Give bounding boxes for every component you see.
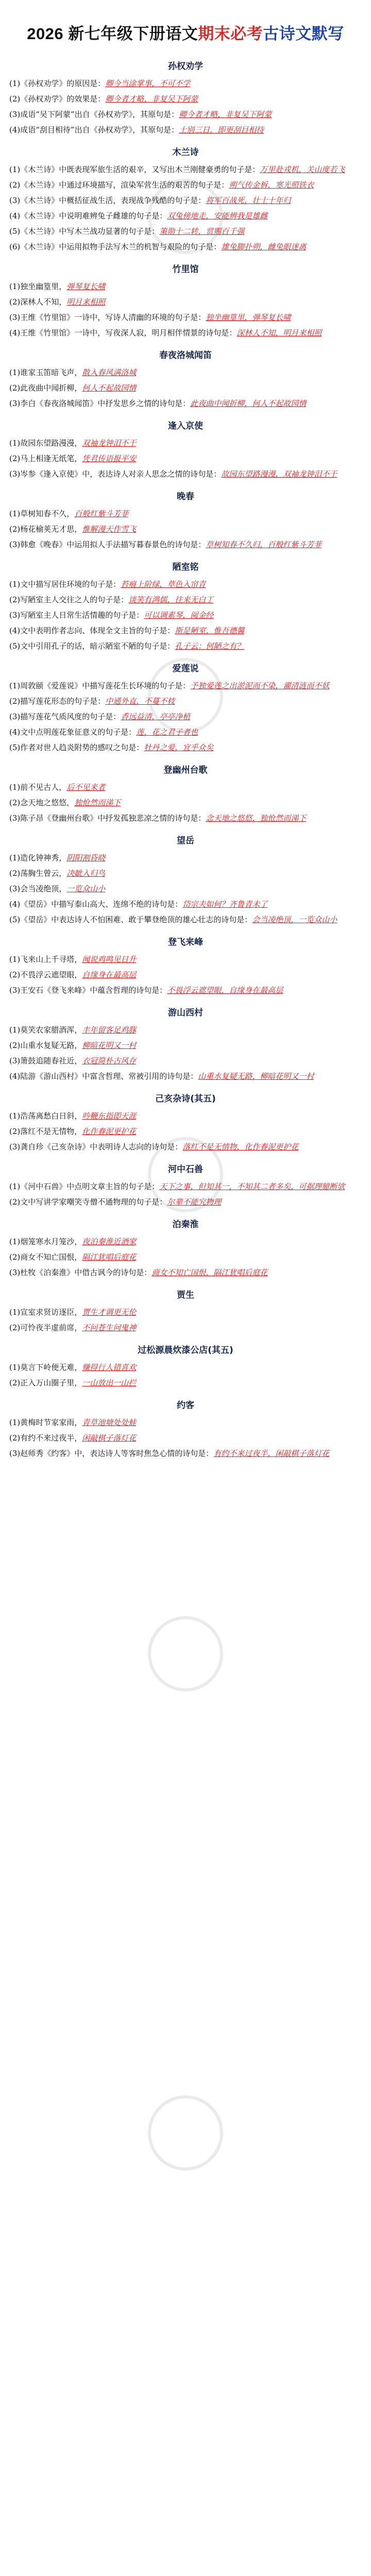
question-item — [9, 912, 362, 927]
answer-text: 闻说鸡鸣见日升 — [82, 955, 137, 964]
answer-text: 决眦入归鸟 — [66, 869, 106, 878]
question-item — [9, 208, 362, 224]
question-text: (1)莫言下岭便无难， — [9, 1363, 82, 1372]
question-text: (3)韩愈《晚春》中运用拟人手法描写暮春景色的诗句是： — [9, 540, 206, 549]
answer-text: 闲敲棋子落灯花 — [82, 1433, 137, 1443]
question-item — [9, 451, 362, 466]
answer-text: 士别三日，即更刮目相待 — [179, 125, 264, 134]
section-title: 贾生 — [177, 1290, 194, 1300]
title-part-1: 2026 新七年级下册语文 — [27, 25, 198, 43]
answer-text: 凭君传语报平安 — [82, 454, 137, 463]
question-item — [9, 1053, 362, 1069]
section-title: 晚春 — [177, 492, 194, 502]
question-text: (1)黄梅时节家家雨， — [9, 1418, 82, 1427]
question-item — [9, 466, 362, 482]
answer-text: 惟解漫天作雪飞 — [82, 524, 137, 534]
answer-text: 隔江犹唱后庭花 — [82, 1252, 137, 1262]
question-item — [9, 325, 362, 341]
section-title: 河中石兽 — [168, 1164, 203, 1175]
question-item — [9, 709, 362, 724]
question-item — [9, 1415, 362, 1430]
question-text: (2)马上相逢无纸笔， — [9, 454, 82, 463]
answer-text: 深林人不知，明月来相照 — [237, 328, 322, 337]
answer-text: 尔辈不能究物理 — [167, 1197, 222, 1207]
question-text: (1)造化钟神秀， — [9, 853, 67, 862]
answer-text: 雄兔脚扑朔，雌兔眼迷离 — [221, 242, 307, 251]
question-text: (1)周敦颐《爱莲说》中描写莲花生长环境的句子是： — [9, 681, 191, 690]
question-text: (2)深林人不知， — [9, 297, 67, 307]
poem-section — [0, 826, 371, 927]
question-item — [9, 310, 362, 325]
question-item — [9, 982, 362, 998]
answer-text: 苔痕上阶绿，草色入帘青 — [121, 580, 206, 589]
question-item — [9, 1139, 362, 1155]
answer-text: 念天地之悠悠，独怆然而涕下 — [206, 814, 307, 823]
section-title: 登飞来峰 — [168, 937, 203, 947]
question-text: (4)《望岳》中描写泰山高大、连绵不绝的诗句是： — [9, 900, 183, 909]
section-title: 竹里馆 — [172, 264, 199, 275]
question-text: (1)文中描写居住环境的句子是： — [9, 580, 121, 589]
section-title: 爱莲说 — [172, 664, 199, 674]
question-item — [9, 896, 362, 912]
poem-section — [0, 998, 371, 1084]
question-text: (4)成语“刮目相待”出自《孙权劝学》，其原句是： — [9, 125, 179, 134]
question-text: (1)《河中石兽》中点明文章主旨的句子是： — [9, 1182, 160, 1191]
poem-section — [0, 341, 371, 411]
question-item — [9, 967, 362, 982]
question-text: (3)箫鼓追随春社近， — [9, 1056, 82, 1065]
question-item — [9, 1249, 362, 1265]
answer-text: 将军百战死，壮士十年归 — [206, 196, 291, 205]
question-text: (2)念天地之悠悠， — [9, 798, 75, 807]
question-item — [9, 239, 362, 255]
question-item — [9, 577, 362, 592]
question-item — [9, 1069, 362, 1084]
question-item — [9, 107, 362, 122]
question-text: (3)岑参《逢入京使》中，表达诗人对亲人思念之情的诗句是： — [9, 469, 222, 479]
question-item — [9, 177, 362, 193]
question-item — [9, 952, 362, 967]
answer-text: 予独爱莲之出淤泥而不染，濯清涟而不妖 — [190, 681, 330, 690]
question-text: (3)龚自珍《己亥杂诗》中表明诗人志向的诗句是： — [9, 1142, 183, 1151]
answer-text: 不问苍生问鬼神 — [82, 1323, 137, 1332]
question-text: (3)描写莲花气质风度的句子是： — [9, 712, 121, 721]
question-text: (1)浩荡离愁白日斜， — [9, 1111, 82, 1121]
question-text: (2)荡胸生曾云， — [9, 869, 67, 878]
question-text: (2)描写莲花形态的句子是： — [9, 697, 106, 706]
question-text: (1)宣室求贤访逐臣， — [9, 1308, 82, 1317]
question-item — [9, 1108, 362, 1124]
section-title: 过松源晨炊漆公店(其五) — [138, 1345, 233, 1355]
question-item — [9, 380, 362, 396]
question-item — [9, 1265, 362, 1280]
question-text: (2)文中写讲学家嘲笑寺僧不通物理的句子是： — [9, 1197, 167, 1207]
question-item — [9, 122, 362, 138]
question-text: (6)《木兰诗》中运用拟物手法写木兰的机智与艰险的句子是： — [9, 242, 222, 251]
question-text: (3)陈子昂《登幽州台歌》中抒发孤独悲凉之情的诗句是： — [9, 814, 206, 823]
question-item — [9, 881, 362, 896]
answer-text: 万里赴戎机，关山度若飞 — [260, 165, 345, 174]
answer-text: 谈笑有鸿儒，往来无白丁 — [128, 595, 214, 604]
question-text: (1)独坐幽篁里， — [9, 282, 67, 291]
section-title: 登幽州台歌 — [163, 765, 208, 775]
question-text: (2)正入万山圈子里， — [9, 1378, 82, 1387]
poem-section — [0, 411, 371, 482]
question-item — [9, 740, 362, 755]
question-text: (1)烟笼寒水月笼沙， — [9, 1237, 82, 1246]
question-text: (1)谁家玉笛暗飞声， — [9, 368, 82, 377]
question-item — [9, 537, 362, 552]
answer-text: 一览众山小 — [66, 884, 106, 893]
question-item — [9, 638, 362, 654]
section-title: 春夜洛城闻笛 — [159, 350, 212, 361]
answer-text: 后不见来者 — [66, 783, 106, 792]
answer-text: 百般红紫斗芳菲 — [74, 509, 129, 518]
question-item — [9, 1304, 362, 1320]
answer-text: 不畏浮云遮望眼，自缘身在最高层 — [167, 986, 283, 995]
question-item — [9, 1234, 362, 1249]
poem-section — [0, 1084, 371, 1155]
section-title: 木兰诗 — [172, 147, 199, 158]
answer-text: 天下之事，但知其一，不知其二者多矣，可据理臆断欤 — [159, 1182, 345, 1191]
question-text: (2)《孙权劝学》的效果是： — [9, 94, 106, 104]
answer-text: 山重水复疑无路，柳暗花明又一村 — [198, 1072, 314, 1081]
question-item — [9, 1375, 362, 1391]
answer-text: 散入春风满洛城 — [82, 368, 137, 377]
question-item — [9, 279, 362, 294]
question-text: (3)赵师秀《约客》中，表达诗人等客时焦急心情的诗句是： — [9, 1449, 214, 1458]
question-text: (4)陆游《游山西村》中富含哲理、常被引用的诗句是： — [9, 1072, 198, 1081]
question-item — [9, 795, 362, 810]
poem-section — [0, 52, 371, 138]
question-text: (1)前不见古人， — [9, 783, 67, 792]
question-item — [9, 678, 362, 693]
poem-section — [0, 927, 371, 998]
poem-section — [0, 1155, 371, 1210]
title-part-2: 期末必考 — [198, 25, 263, 43]
question-text: (5)《木兰诗》中写木兰战功显著的句子是： — [9, 227, 160, 236]
question-item — [9, 1446, 362, 1461]
question-text: (1)草树知春不久， — [9, 509, 75, 518]
poem-section — [0, 755, 371, 826]
question-text: (2)杨花榆荚无才思， — [9, 524, 82, 534]
answer-text: 有约不来过夜半，闲敲棋子落灯花 — [213, 1449, 330, 1458]
question-item — [9, 224, 362, 239]
question-item — [9, 1194, 362, 1210]
question-text: (5)《望岳》中表达诗人不怕困难、敢于攀登绝顶的雄心壮志的诗句是： — [9, 915, 252, 924]
question-text: (2)《木兰诗》中通过环境描写，渲染军营生活的艰苦的句子是： — [9, 180, 229, 190]
question-item — [9, 506, 362, 521]
question-item — [9, 1022, 362, 1038]
poem-section — [0, 1280, 371, 1335]
answer-text: 策勋十二转，赏赐百千强 — [159, 227, 245, 236]
question-item — [9, 1320, 362, 1335]
answer-text: 草树知春不久归，百般红紫斗芳菲 — [206, 540, 322, 549]
poem-section — [0, 552, 371, 654]
poem-section — [0, 138, 371, 255]
question-text: (4)王维《竹里馆》一诗中，写夜深人寂，明月相伴情景的诗句是： — [9, 328, 237, 337]
answer-text: 弹琴复长啸 — [66, 282, 106, 291]
answer-text: 卿今当涂掌事，不可不学 — [105, 79, 191, 88]
question-text: (3)杜牧《泊秦淮》中借古讽今的诗句是： — [9, 1268, 152, 1277]
section-title: 己亥杂诗(其五) — [155, 1094, 216, 1104]
answer-text: 会当凌绝顶，一览众山小 — [252, 915, 338, 924]
question-text: (2)商女不知亡国恨， — [9, 1252, 82, 1262]
question-item — [9, 365, 362, 380]
answer-text: 牡丹之爱，宜乎众矣 — [144, 743, 214, 752]
question-item — [9, 76, 362, 91]
answer-text: 丰年留客足鸡豚 — [82, 1025, 137, 1035]
question-text: (5)文中引用孔子的话，暗示陋室不陋的句子是： — [9, 641, 175, 651]
question-text: (4)《木兰诗》中说明难辨兔子雌雄的句子是： — [9, 211, 167, 221]
question-text: (3)成语“吴下阿蒙”出自《孙权劝学》，其原句是： — [9, 110, 179, 119]
question-text: (4)文中点明莲花象征意义的句子是： — [9, 727, 137, 737]
question-item — [9, 693, 362, 709]
question-item — [9, 193, 362, 208]
question-item — [9, 396, 362, 411]
answer-text: 吟鞭东指即天涯 — [82, 1111, 137, 1121]
answer-text: 衣冠简朴古风存 — [82, 1056, 137, 1065]
question-item — [9, 162, 362, 177]
section-title: 孙权劝学 — [168, 61, 203, 72]
question-item — [9, 1430, 362, 1446]
section-title: 约客 — [177, 1400, 194, 1411]
question-item — [9, 1124, 362, 1139]
answer-text: 化作春泥更护花 — [82, 1127, 137, 1136]
poem-section — [0, 255, 371, 341]
question-item — [9, 1360, 362, 1375]
answer-text: 落红不是无情物，化作春泥更护花 — [182, 1142, 299, 1151]
answer-text: 自缘身在最高层 — [82, 970, 137, 979]
question-text: (3)会当凌绝顶， — [9, 884, 67, 893]
answer-text: 一山放出一山拦 — [82, 1378, 137, 1387]
question-text: (2)写陋室主人交往之人的句子是： — [9, 595, 129, 604]
answer-text: 贾生才调更无伦 — [82, 1308, 137, 1317]
question-text: (1)飞来山上千寻塔， — [9, 955, 82, 964]
answer-text: 阴阳割昏晓 — [66, 853, 106, 862]
section-title: 泊秦淮 — [172, 1219, 199, 1230]
answer-text: 赚得行人错喜欢 — [82, 1363, 137, 1372]
answer-text: 何人不起故园情 — [82, 383, 137, 393]
answer-text: 商女不知亡国恨，隔江犹唱后庭花 — [151, 1268, 268, 1277]
answer-text: 青草池塘处处蛙 — [82, 1418, 137, 1427]
question-text: (3)《木兰诗》中概括征战生活，表现战争残酷的句子是： — [9, 196, 206, 205]
question-text: (4)文中表明作者志向、体现全文主旨的句子是： — [9, 626, 175, 635]
answer-text: 故园东望路漫漫，双袖龙钟泪不干 — [221, 469, 338, 479]
question-item — [9, 592, 362, 607]
answer-text: 岱宗夫如何？齐鲁青未了 — [182, 900, 268, 909]
answer-text: 中通外直，不蔓不枝 — [105, 697, 175, 706]
section-title: 逢入京使 — [168, 421, 203, 431]
question-text: (2)山重水复疑无路， — [9, 1041, 82, 1050]
question-item — [9, 607, 362, 623]
question-item — [9, 850, 362, 866]
question-text: (3)写陋室主人日常生活情趣的句子是： — [9, 611, 144, 620]
question-item — [9, 724, 362, 740]
question-text: (2)不畏浮云遮望眼， — [9, 970, 82, 979]
question-item — [9, 91, 362, 107]
section-title: 陋室铭 — [172, 562, 199, 572]
answer-text: 独怆然而涕下 — [74, 798, 121, 807]
poem-section — [0, 1391, 371, 1461]
answer-text: 双袖龙钟泪不干 — [82, 438, 137, 448]
question-text: (2)落红不是无情物， — [9, 1127, 82, 1136]
question-item — [9, 1179, 362, 1194]
section-title: 游山西村 — [168, 1008, 203, 1018]
answer-text: 可以调素琴，阅金经 — [144, 611, 214, 620]
question-text: (5)作者对世人趋炎附势的感叹之句是： — [9, 743, 144, 752]
question-text: (3)王维《竹里馆》一诗中，写诗人清幽的环境的句子是： — [9, 313, 206, 322]
question-item — [9, 521, 362, 537]
question-text: (3)王安石《登飞来峰》中蕴含哲理的诗句是： — [9, 986, 167, 995]
answer-text: 香远益清，亭亭净植 — [121, 712, 191, 721]
answer-text: 卿今者才略，非复吴下阿蒙 — [179, 110, 272, 119]
document-body — [0, 52, 371, 2576]
question-item — [9, 1038, 362, 1053]
title-part-3: 古诗文默写 — [263, 25, 344, 43]
answer-text: 此夜曲中闻折柳，何人不起故园情 — [190, 399, 307, 408]
question-text: (1)故园东望路漫漫， — [9, 438, 82, 448]
poem-section — [0, 654, 371, 755]
question-text: (1)莫笑农家腊酒浑， — [9, 1025, 82, 1035]
question-text: (2)有约不来过夜半， — [9, 1433, 82, 1443]
poem-section — [0, 1335, 371, 1391]
answer-text: 莲，花之君子者也 — [136, 727, 198, 737]
answer-text: 双兔傍地走，安能辨我是雄雌 — [167, 211, 268, 221]
question-item — [9, 810, 362, 826]
question-text: (2)此夜曲中闻折柳， — [9, 383, 82, 393]
answer-text: 朔气传金柝，寒光照铁衣 — [229, 180, 314, 190]
question-text: (2)可怜夜半虚前席， — [9, 1323, 82, 1332]
answer-text: 独坐幽篁里，弹琴复长啸 — [206, 313, 291, 322]
answer-text: 斯是陋室，惟吾德馨 — [175, 626, 245, 635]
question-item — [9, 294, 362, 310]
question-item — [9, 779, 362, 795]
answer-text: 柳暗花明又一村 — [82, 1041, 137, 1050]
poem-section — [0, 1210, 371, 1280]
answer-text: 卿今者才略，非复吴下阿蒙 — [105, 94, 198, 104]
section-title: 望岳 — [177, 836, 194, 846]
answer-text: 明月来相照 — [66, 297, 106, 307]
question-text: (3)李白《春夜洛城闻笛》中抒发思乡之情的诗句是： — [9, 399, 191, 408]
poem-section — [0, 482, 371, 552]
question-text: (1)《木兰诗》中既表现军旅生活的艰辛，又写出木兰刚健豪勇的句子是： — [9, 165, 260, 174]
page-title — [0, 21, 371, 44]
question-item — [9, 435, 362, 451]
answer-text: 夜泊秦淮近酒家 — [82, 1237, 137, 1246]
answer-text: 孔子云：何陋之有？ — [175, 641, 245, 651]
question-item — [9, 623, 362, 638]
question-item — [9, 866, 362, 881]
question-text: (1)《孙权劝学》的原因是： — [9, 79, 106, 88]
